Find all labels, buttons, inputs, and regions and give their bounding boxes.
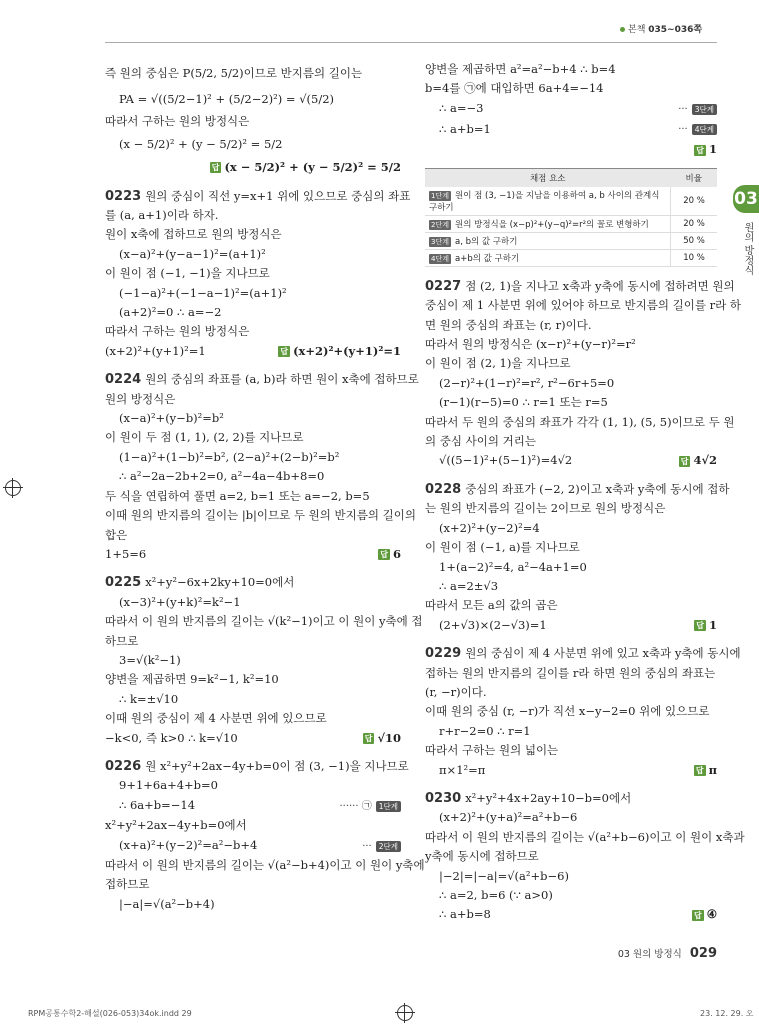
solution-line: (2−r)²+(1−r)²=r², r²−6r+5=0	[439, 375, 615, 390]
registration-mark-icon	[5, 480, 21, 496]
solution-text: π×1²=π	[439, 762, 486, 777]
header-label: 본책	[628, 25, 646, 35]
solution-line: 는 원의 반지름의 길이는 2이므로 원의 방정식은	[425, 501, 666, 516]
solution-line: 따라서 두 원의 중심의 좌표가 각각 (1, 1), (5, 5)이므로 두 원	[425, 414, 735, 429]
problem-number: 0228	[425, 481, 462, 497]
solution-line: 3=√(k²−1)	[119, 652, 181, 667]
solution-line: |−a|=√(a²−b+4)	[119, 896, 215, 911]
solution-line: |−2|=|−a|=√(a²+b−6)	[439, 868, 569, 883]
score-header-ratio: 비율	[671, 168, 718, 187]
page-number: 029	[689, 946, 717, 961]
solution-line: 9+1+6a+4+b=0	[119, 778, 218, 793]
problem-text: x²+y²−6x+2ky+10=0에서	[145, 575, 295, 590]
step-marker	[362, 836, 401, 856]
step-badge: 3단계	[692, 104, 717, 115]
solution-line: (r, −r)이다.	[425, 684, 487, 699]
problem-text: x²+y²+4x+2ay+10−b=0에서	[465, 790, 632, 805]
solution-line: x²+y²+2ax−4y+b=0에서	[105, 818, 247, 833]
bullet-icon	[620, 27, 625, 32]
answer-box-icon: 답	[280, 347, 289, 357]
solution-line: (a+2)²=0 ∴ a=−2	[119, 305, 222, 320]
footer-chapter: 03 원의 방정식	[617, 949, 682, 960]
chapter-tab: 03	[733, 185, 759, 213]
score-row	[425, 232, 717, 249]
step-badge: 2단계	[376, 841, 401, 852]
score-step-badge: 1단계	[431, 191, 449, 200]
scoring-table	[425, 168, 717, 267]
answer-box-icon: 답	[680, 456, 689, 466]
problem-number: 0223	[105, 188, 142, 204]
problem-number: 0229	[425, 646, 462, 662]
solution-line: 따라서 이 원의 반지름의 길이는 √(a²+b−6)이고 이 원이 x축과	[425, 829, 745, 844]
answer-value: 4√2	[693, 453, 717, 468]
solution-text: ∴ 6a+b=−14	[119, 798, 196, 813]
solution-line: 따라서 원의 방정식은 (x−r)²+(y−r)²=r²	[425, 337, 636, 352]
answer	[679, 451, 717, 470]
score-criteria	[425, 187, 671, 216]
equation-marker: ······ ㉠	[339, 800, 372, 812]
problem-number: 0226	[105, 758, 142, 774]
problem-start	[105, 757, 409, 776]
answer-box-icon: 답	[364, 733, 373, 743]
solution-text: (x+a)²+(y−2)²=a²−b+4	[119, 838, 258, 853]
problem-start	[425, 789, 717, 808]
solution-line: (x−3)²+(y+k)²=k²−1	[119, 594, 241, 609]
solution-line: 양변을 제곱하면 a²=a²−b+4 ∴ b=4	[425, 62, 616, 76]
solution-line: 이 원이 점 (−1, −1)을 지나므로	[105, 266, 270, 281]
solution-text: √((5−1)²+(5−1)²)=4√2	[439, 453, 573, 468]
solution-line: (1−a)²+(1−b)²=b², (2−a)²+(2−b)²=b²	[119, 449, 340, 464]
equation-marker: ···	[678, 103, 688, 115]
answer-box-icon: 답	[211, 163, 220, 173]
problem-number: 0225	[105, 575, 142, 591]
solution-line: 이때 원의 중심 (r, −r)가 직선 x−y−2=0 위에 있으므로	[425, 704, 710, 719]
answer	[378, 545, 401, 564]
answer	[694, 616, 717, 635]
score-ratio: 20 %	[671, 187, 718, 216]
solution-text: ∴ a+b=1	[439, 121, 491, 136]
problem-number: 0227	[425, 278, 462, 294]
solution-text: (x+2)²+(y+1)²=1	[105, 343, 206, 358]
problem-start	[105, 370, 419, 389]
solution-line	[105, 545, 401, 564]
solution-line	[425, 616, 717, 635]
solution-line	[425, 451, 717, 470]
score-criteria	[425, 215, 671, 232]
score-header-criteria: 채점 요소	[425, 168, 671, 187]
footer-date: 23. 12. 29. 오	[700, 1009, 754, 1018]
answer-value: 6	[392, 546, 401, 561]
solution-line: 접하는 원의 반지름의 길이를 r라 하면 원의 중심의 좌표는	[425, 665, 716, 680]
chapter-side-title: 원의 방정식	[742, 222, 753, 276]
solution-line: 이 원이 점 (−1, a)를 지나므로	[425, 540, 580, 555]
solution-line: (x−a)²+(y−b)²=b²	[119, 411, 224, 426]
solution-text: ∴ a=−3	[439, 101, 484, 116]
equation-marker: ···	[678, 124, 688, 136]
right-top-block	[425, 60, 717, 160]
problem-start	[105, 573, 401, 592]
solution-line: 합은	[105, 527, 128, 542]
answer	[363, 729, 401, 748]
answer-value: √10	[377, 730, 401, 745]
score-step-badge: 4단계	[431, 254, 449, 263]
solution-line: 따라서 모든 a의 값의 곱은	[425, 598, 558, 613]
answer	[694, 140, 717, 159]
page-footer	[590, 946, 717, 961]
problem-start	[425, 277, 735, 296]
solution-line: (x+2)²+(y+a)²=a²+b−6	[439, 810, 578, 825]
solution-line: 따라서 이 원의 반지름의 길이는 √(a²−b+4)이고 이 원이 y축에	[105, 858, 425, 873]
solution-line: 이때 원의 중심이 제 4 사분면 위에 있으므로	[105, 711, 327, 726]
step-line	[425, 99, 717, 119]
answer-box-icon: 답	[696, 620, 704, 630]
score-ratio: 10 %	[671, 249, 718, 266]
page-header	[620, 22, 702, 35]
step-marker	[678, 119, 717, 139]
solution-line: 접하므로	[105, 877, 150, 892]
solution-line: 원이 x축에 접하므로 원의 방정식은	[105, 227, 282, 242]
problem-text: 중심의 좌표가 (−2, 2)이고 x축과 y축에 동시에 접하	[465, 481, 730, 496]
answer	[210, 158, 401, 177]
solution-line: PA = √((5/2−1)² + (5/2−2)²) = √(5/2)	[119, 92, 335, 106]
solution-line	[425, 905, 717, 924]
answer	[278, 342, 401, 361]
solution-line: (x − 5/2)² + (y − 5/2)² = 5/2	[119, 137, 283, 152]
problem-number: 0224	[105, 372, 142, 388]
step-line	[425, 119, 717, 139]
left-column	[105, 60, 425, 914]
solution-line: 양변을 제곱하면 9=k²−1, k²=10	[105, 672, 279, 687]
answer-value: (x − 5/2)² + (y − 5/2)² = 5/2	[224, 160, 401, 175]
footer-filename: RPM공통수학2-해설(026-053)34ok.indd 29	[28, 1009, 192, 1018]
solution-line: 즉 원의 중심은 P(5/2, 5/2)이므로 반지름의 길이는	[105, 66, 363, 80]
solution-line: 를 (a, a+1)이라 하자.	[105, 208, 219, 223]
answer-value: ④	[706, 907, 717, 922]
score-criteria	[425, 249, 671, 266]
solution-line: 면 원의 중심의 좌표는 (r, r)이다.	[425, 317, 592, 332]
score-desc: a, b의 값 구하기	[454, 236, 518, 247]
solution-line	[425, 761, 717, 780]
step-badge: 1단계	[376, 801, 401, 812]
solution-line	[105, 342, 401, 361]
solution-line: 하므로	[105, 633, 139, 648]
solution-line: 따라서 구하는 원의 방정식은	[105, 114, 250, 128]
solution-line: (−1−a)²+(−1−a−1)²=(a+1)²	[119, 285, 287, 300]
problem-start	[425, 644, 741, 663]
problem-number: 0230	[425, 790, 462, 806]
answer-box-icon: 답	[695, 765, 704, 775]
solution-text: 1+5=6	[105, 546, 147, 561]
answer-value: 1	[708, 617, 717, 632]
solution-line: y축에 동시에 접하므로	[425, 849, 539, 864]
problem-text: 원 x²+y²+2ax−4y+b=0이 점 (3, −1)을 지나므로	[145, 758, 409, 773]
score-criteria	[425, 232, 671, 249]
top-divider	[105, 42, 717, 43]
score-ratio: 50 %	[671, 232, 718, 249]
answer-line	[425, 140, 717, 160]
problem-text: 원의 중심이 직선 y=x+1 위에 있으므로 중심의 좌표	[145, 188, 411, 203]
problem-text: 원의 중심이 제 4 사분면 위에 있고 x축과 y축에 동시에	[465, 646, 741, 661]
step-marker	[339, 796, 401, 816]
solution-line: 이때 원의 반지름의 길이는 |b|이므로 두 원의 반지름의 길이의	[105, 508, 416, 523]
solution-line: 두 식을 연립하여 풀면 a=2, b=1 또는 a=−2, b=5	[105, 488, 370, 503]
equation-marker: ···	[362, 840, 372, 852]
solution-line: (r−1)(r−5)=0 ∴ r=1 또는 r=5	[439, 395, 608, 410]
registration-mark-icon	[397, 1005, 413, 1021]
right-bottom-block	[425, 277, 745, 925]
problem-text: 점 (2, 1)을 지나고 x축과 y축에 동시에 접하려면 원의	[465, 278, 735, 293]
solution-line: 따라서 구하는 원의 방정식은	[105, 324, 250, 339]
step-marker	[678, 99, 717, 119]
solution-line	[105, 729, 401, 748]
solution-line: 이 원이 두 점 (1, 1), (2, 2)를 지나므로	[105, 430, 304, 445]
answer	[694, 761, 717, 780]
answer-box-icon: 답	[696, 145, 704, 155]
step-badge: 4단계	[692, 124, 717, 135]
score-row	[425, 249, 717, 266]
solution-line: ∴ a²−2a−2b+2=0, a²−4a−4b+8=0	[119, 469, 325, 484]
solution-line: (x+2)²+(y−2)²=4	[439, 520, 540, 535]
solution-line: 원의 방정식은	[105, 391, 176, 406]
score-step-badge: 3단계	[431, 237, 449, 246]
answer-line	[105, 157, 401, 177]
problem-start	[105, 187, 411, 206]
answer-value: (x+2)²+(y+1)²=1	[293, 343, 401, 358]
solution-line: ∴ k=±√10	[119, 691, 179, 706]
score-row	[425, 215, 717, 232]
score-desc: 원이 점 (3, −1)을 지남을 이용하여 a, b 사이의 관계식 구하기	[429, 190, 660, 213]
score-step-badge: 2단계	[431, 220, 449, 229]
answer-value: 1	[708, 142, 717, 157]
right-column	[425, 60, 745, 925]
solution-line: r+r−2=0 ∴ r=1	[439, 723, 531, 738]
header-pages: 035~036쪽	[648, 25, 703, 35]
answer	[692, 905, 717, 924]
score-ratio: 20 %	[671, 215, 718, 232]
solution-line: 1+(a−2)²=4, a²−4a+1=0	[439, 559, 587, 574]
solution-line: 이 원이 점 (2, 1)을 지나므로	[425, 356, 571, 371]
solution-line: b=4를 ㉠에 대입하면 6a+4=−14	[425, 81, 604, 96]
solution-line: 따라서 이 원의 반지름의 길이는 √(k²−1)이고 이 원이 y축에 접	[105, 614, 423, 629]
solution-line: 따라서 구하는 원의 넓이는	[425, 743, 559, 758]
score-desc: a+b의 값 구하기	[454, 253, 520, 264]
score-row	[425, 187, 717, 216]
solution-line: ∴ a=2, b=6 (∵ a>0)	[439, 888, 553, 903]
problem-text: 원의 중심의 좌표를 (a, b)라 하면 원이 x축에 접하므로	[145, 372, 419, 387]
problem-start	[425, 480, 730, 499]
answer-value: π	[708, 762, 717, 777]
step-line	[105, 836, 401, 856]
step-line	[105, 796, 401, 816]
solution-line: 의 중심 사이의 거리는	[425, 434, 536, 449]
solution-line: (x−a)²+(y−a−1)²=(a+1)²	[119, 246, 266, 261]
score-desc: 원의 방정식을 (x−p)²+(y−q)²=r²의 꼴로 변형하기	[454, 219, 649, 230]
solution-line: 중심이 제 1 사분면 위에 있어야 하므로 반지름의 길이를 r라 하	[425, 298, 741, 313]
answer-box-icon: 답	[380, 550, 388, 560]
solution-text: (2+√3)×(2−√3)=1	[439, 617, 547, 632]
solution-text: ∴ a+b=8	[439, 907, 491, 922]
solution-text: −k<0, 즉 k>0 ∴ k=√10	[105, 730, 238, 745]
answer-box-icon: 답	[693, 910, 702, 920]
solution-line: ∴ a=2±√3	[439, 578, 499, 593]
